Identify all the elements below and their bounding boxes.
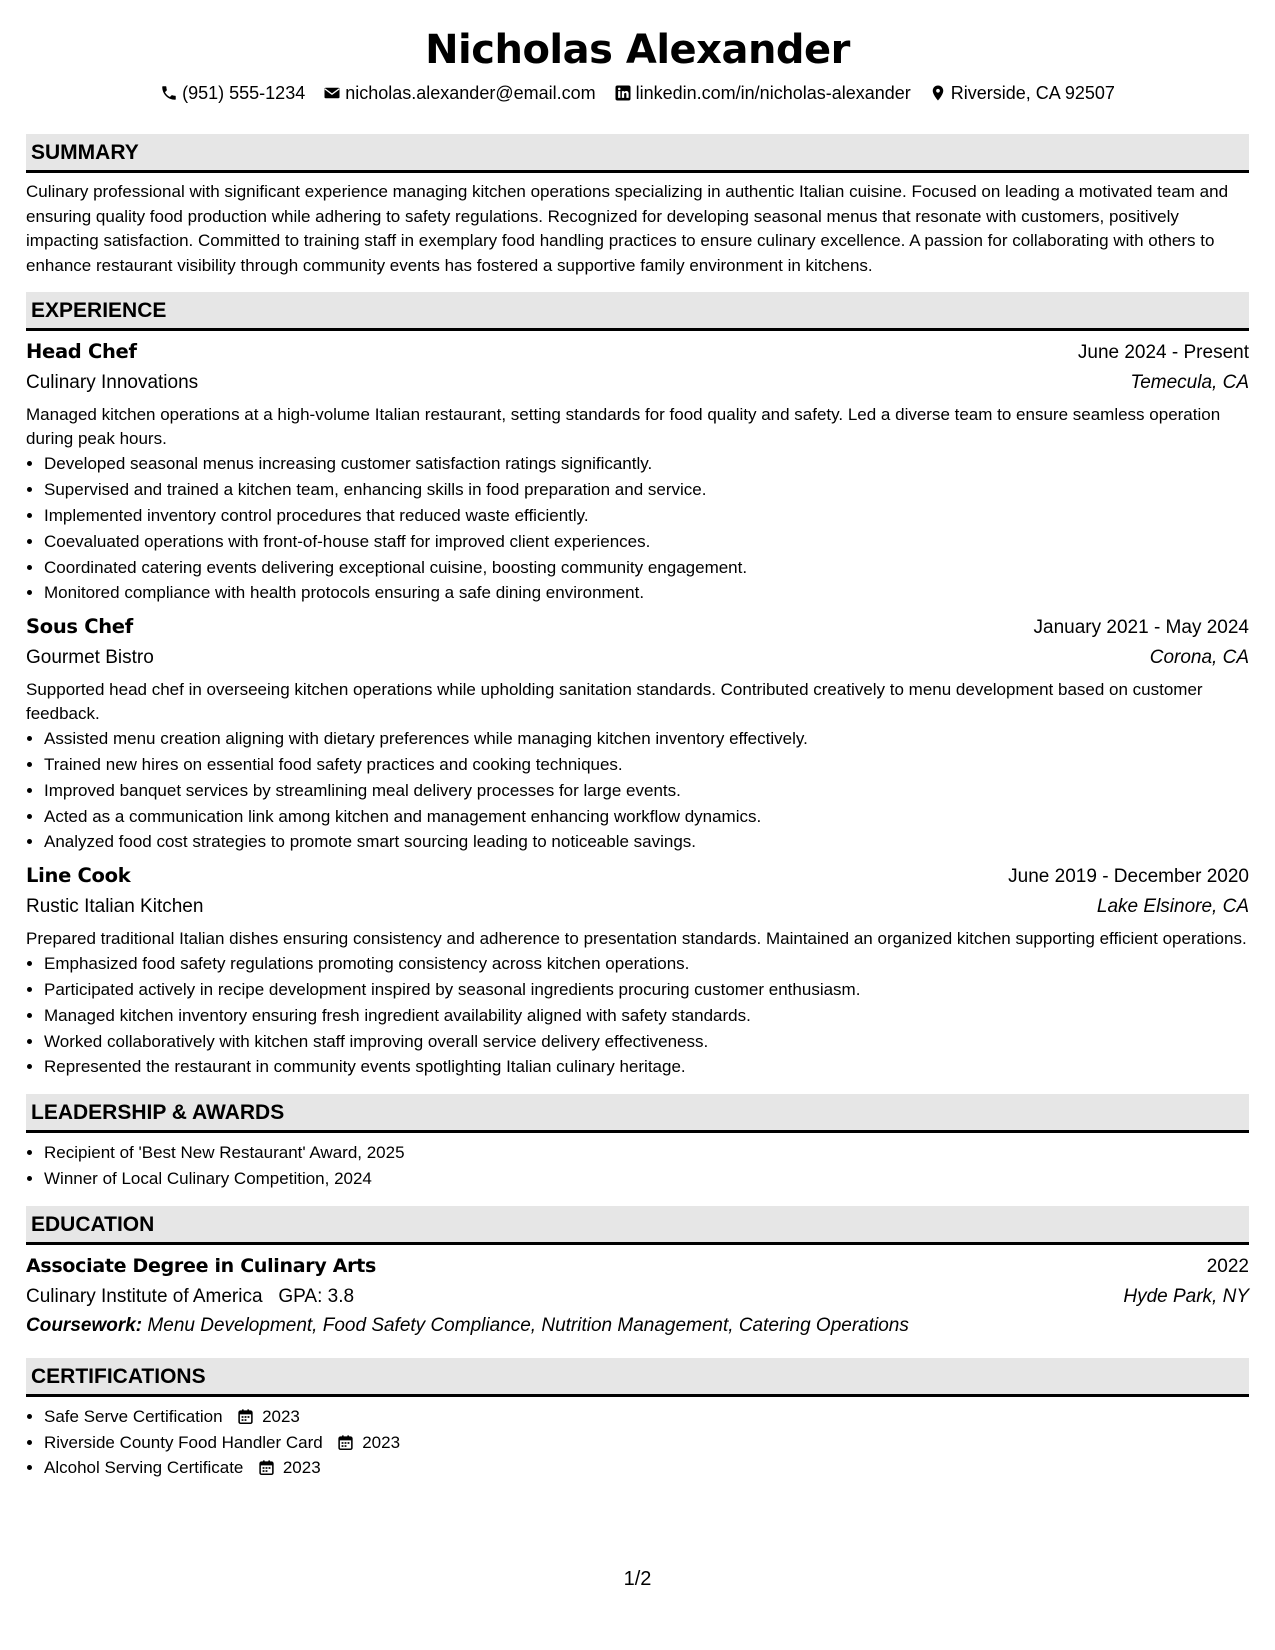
degree-title: Associate Degree in Culinary Arts [26,1254,377,1277]
list-item: • Worked collaboratively with kitchen staff improving overall service delivery effectiveness. [44,1029,1249,1055]
job-header-row [26,337,1249,367]
contact-phone [160,83,305,104]
education-entry [26,1251,1249,1341]
gpa-text: GPA: 3.8 [278,1285,355,1307]
job-company-row [26,891,1249,922]
school-line [26,1281,354,1312]
list-item: • Managed kitchen inventory ensuring fresh ingredient availability aligned with safety standards. [44,1003,1249,1029]
map-pin-icon [929,84,947,102]
contact-linkedin[interactable] [614,83,911,104]
list-item: • Implemented inventory control procedures that reduced waste efficiently. [44,503,1249,529]
list-item: • Recipient of 'Best New Restaurant' Award, 2025 [44,1140,1249,1166]
phone-text: (951) 555-1234 [182,82,306,103]
job-title: Line Cook [26,864,131,888]
job-description: Managed kitchen operations at a high-volume Italian restaurant, setting standards for food quality and safety. Led a diverse team to ensure seamless operation during peak hours. [26,405,1221,449]
education-location: Hyde Park, NY [1123,1285,1249,1307]
job-company: Gourmet Bistro [26,647,154,669]
job-location: Corona, CA [1149,647,1249,669]
cert-name: Riverside County Food Handler Card [44,1432,323,1452]
calendar-icon [258,1459,275,1476]
job-dates: June 2019 - December 2020 [1008,866,1249,888]
email-text: nicholas.alexander@email.com [345,82,596,103]
list-item: • Winner of Local Culinary Competition, 2024 [44,1166,1249,1192]
job-company-row [26,642,1249,673]
list-item: • Developed seasonal menus increasing customer satisfaction ratings significantly. [44,451,1249,477]
summary-text: Culinary professional with significant experience managing kitchen operations specializing in authentic Italian cuisine. Focused on leading a motivated team and ensuring quality food production while adhering to safety regulations. Recognized for developing seasonal menus that resonate with customers, positively impacting satisfaction. Committed to training staff in exemplary food handling practices to ensure culinary excellence. A passion for collaborating with others to enhance restaurant visibility through community events has fostered a supportive family environment in kitchens. [26,182,1229,275]
education-school-row [26,1281,1249,1311]
resume-page [26,0,1249,1481]
summary-heading: SUMMARY [26,134,1249,173]
list-item: • Monitored compliance with health protocols ensuring a safe dining environment. [44,580,1249,606]
list-item: • Represented the restaurant in community events spotlighting Italian culinary heritage. [44,1054,1249,1080]
calendar-icon [337,1434,354,1451]
contact-email[interactable] [323,83,595,104]
list-item: • Trained new hires on essential food safety practices and cooking techniques. [44,752,1249,778]
awards-heading: LEADERSHIP & AWARDS [26,1094,1249,1133]
list-item: • Participated actively in recipe development inspired by seasonal ingredients procuring customer enthusiasm. [44,977,1249,1003]
job-header-row [26,612,1249,642]
job-company: Rustic Italian Kitchen [26,896,204,918]
page-number: 1/2 [623,1568,652,1590]
job-entry [26,861,1249,1080]
job-bullets [26,951,1249,1080]
job-bullets [26,726,1249,855]
list-item: • Analyzed food cost strategies to promote smart sourcing leading to noticeable savings. [44,829,1249,855]
list-item: • Assisted menu creation aligning with dietary preferences while managing kitchen inventory effectively. [44,726,1249,752]
job-header-row [26,861,1249,891]
phone-icon [160,84,178,102]
location-text: Riverside, CA 92507 [950,82,1115,103]
cert-name: Safe Serve Certification [44,1406,223,1426]
list-item: • Coordinated catering events delivering exceptional cuisine, boosting community engagement. [44,555,1249,581]
job-location: Lake Elsinore, CA [1096,896,1249,918]
linkedin-text: linkedin.com/in/nicholas-alexander [635,82,911,103]
linkedin-icon [614,84,632,102]
list-item: • Acted as a communication link among kitchen and management enhancing workflow dynamics. [44,804,1249,830]
awards-list [26,1140,1249,1192]
coursework-line [26,1311,1249,1341]
calendar-icon [237,1408,254,1425]
list-item [44,1430,1249,1456]
education-year: 2022 [1206,1255,1249,1277]
certifications-list [26,1404,1249,1481]
cert-year: 2023 [282,1458,321,1478]
cert-name: Alcohol Serving Certificate [44,1458,244,1478]
job-entry [26,612,1249,855]
list-item [44,1455,1249,1481]
candidate-name: Nicholas Alexander [425,27,850,73]
coursework-label: Coursework: [26,1314,143,1336]
envelope-icon [323,84,341,102]
list-item: • Supervised and trained a kitchen team, enhancing skills in food preparation and service. [44,477,1249,503]
contact-location [929,83,1115,104]
job-dates: January 2021 - May 2024 [1033,617,1249,639]
list-item: • Coevaluated operations with front-of-house staff for improved client experiences. [44,529,1249,555]
education-header-row [26,1251,1249,1281]
list-item: • Emphasized food safety regulations promoting consistency across kitchen operations. [44,951,1249,977]
experience-heading: EXPERIENCE [26,292,1249,331]
job-description: Prepared traditional Italian dishes ensuring consistency and adherence to presentation standards. Maintained an organized kitchen supporting efficient operations. [26,929,1247,949]
job-company: Culinary Innovations [26,372,199,394]
school-name: Culinary Institute of America [26,1285,263,1307]
job-description: Supported head chef in overseeing kitchen operations while upholding sanitation standards. Contributed creatively to menu development based on customer feedback. [26,680,1203,724]
education-heading: EDUCATION [26,1206,1249,1245]
job-title: Head Chef [26,340,137,364]
job-bullets [26,451,1249,606]
job-title: Sous Chef [26,615,133,639]
job-entry [26,337,1249,606]
job-dates: June 2024 - Present [1077,342,1249,364]
certifications-heading: CERTIFICATIONS [26,1358,1249,1397]
contact-bar [26,80,1249,106]
cert-year: 2023 [262,1406,300,1426]
coursework-text: Menu Development, Food Safety Compliance, Nutrition Management, Catering Operations [147,1314,909,1336]
job-location: Temecula, CA [1130,372,1249,394]
cert-year: 2023 [362,1432,401,1452]
job-company-row [26,367,1249,398]
list-item: • Improved banquet services by streamlining meal delivery processes for large events. [44,778,1249,804]
list-item [44,1404,1249,1430]
